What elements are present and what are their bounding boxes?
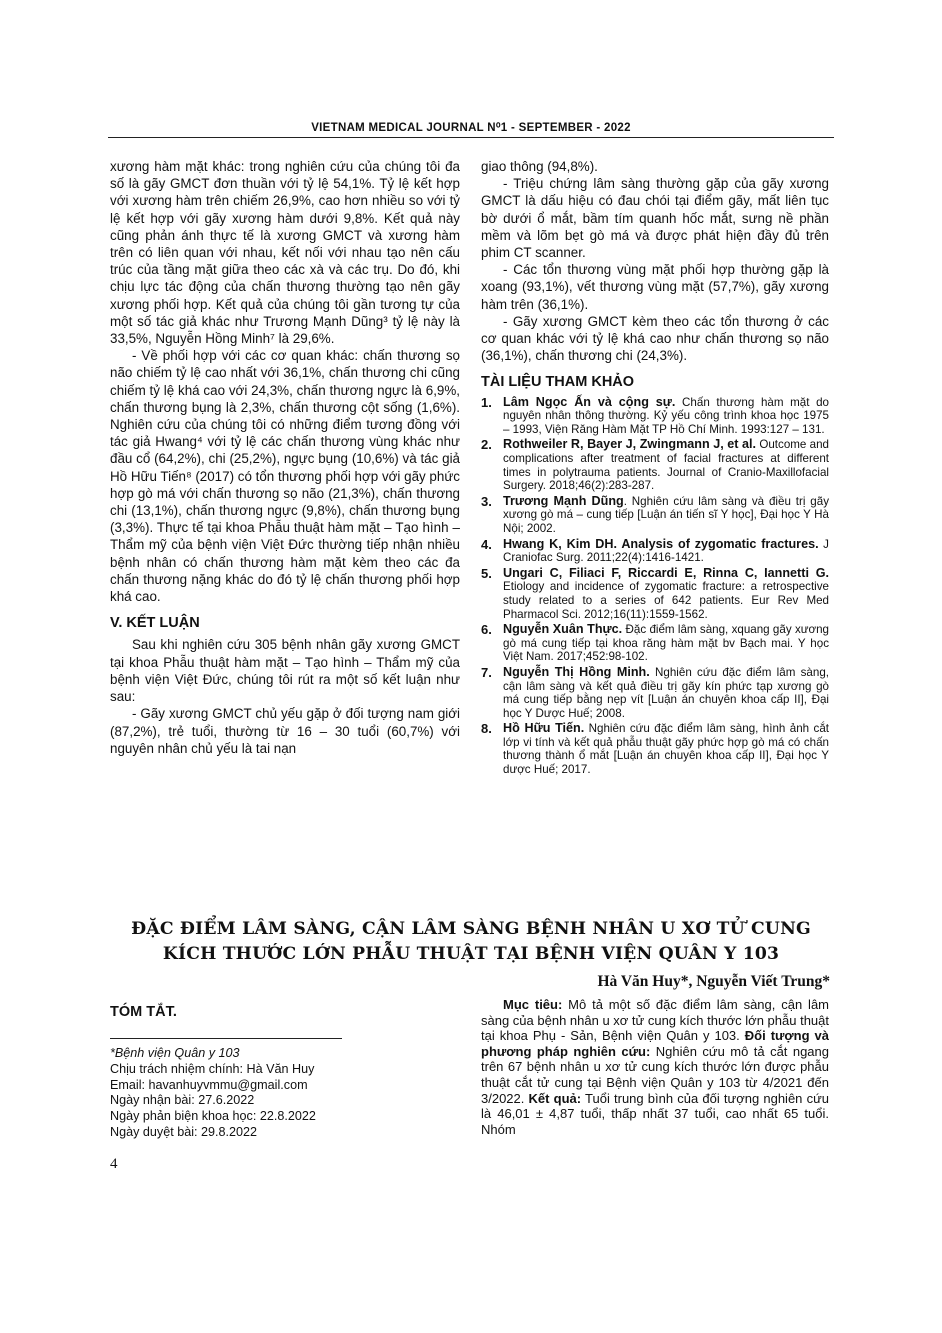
references-list — [481, 396, 829, 777]
reference-text: . Nghiên cứu lâm sàng và điều trị gãy xương gò má – cung tiếp [Luận án tiến sĩ Y học], Đại học Y Hà Nội; 2002. — [503, 494, 829, 535]
reference-item — [481, 567, 829, 621]
reference-item — [481, 623, 829, 664]
article-title-line: ĐẶC ĐIỂM LÂM SÀNG, CẬN LÂM SÀNG BỆNH NHÂN U XƠ TỬ CUNG — [131, 919, 811, 939]
reference-text: Chấn thương hàm mặt do nguyên nhân thông thường. Kỷ yếu công trình khoa học 1975 – 1993, Viện Răng Hàm Mặt TP Hồ Chí Minh. 1993:127 – 131. — [503, 395, 829, 436]
reference-authors: Trương Mạnh Dũng — [503, 493, 624, 508]
reference-authors: Nguyễn Xuân Thực. — [503, 622, 623, 637]
page-number: 4 — [110, 1156, 118, 1172]
reference-number: 3. — [481, 493, 492, 509]
reference-item — [481, 722, 829, 776]
abstract-text — [481, 997, 829, 1137]
references-heading: TÀI LIỆU THAM KHẢO — [481, 374, 635, 391]
footnote-line: Ngày duyệt bài: 29.8.2022 — [110, 1124, 258, 1139]
abstract-label: TÓM TẮT. — [110, 1004, 177, 1020]
paragraph: - Các tổn thương vùng mặt phối hợp thường gặp là xoang (93,1%), vết thương vùng mặt (57,7%), gãy xương hàm trên (36,1%). — [481, 262, 829, 312]
reference-item — [481, 495, 829, 536]
reference-number: 5. — [481, 565, 492, 581]
article-title-line: KÍCH THƯỚC LỚN PHẪU THUẬT TẠI BỆNH VIỆN QUÂN Y 103 — [162, 944, 780, 964]
reference-authors: Rothweiler R, Bayer J, Zwingmann J, et al. — [503, 437, 757, 452]
abstract-results-label: Kết quả: — [528, 1090, 582, 1106]
abstract-objective-label: Mục tiêu: — [503, 997, 563, 1012]
reference-authors: Nguyễn Thị Hồng Minh. — [503, 664, 650, 679]
paragraph: - Về phối hợp với các cơ quan khác: chấn thương sọ não chiếm tỷ lệ cao nhất với 36,1%, chấn thương chi cũng chiếm tỷ lệ khá cao với 24,3%, chấn thương ngực là 6,9%, chấn thương bụng là 2,3%, chấn thương cột sống (1,6%). Nghiên cứu của chúng tôi có những điểm tương đồng với tác giả Hwang⁴ với tỷ lệ các chấn thương vùng khác như đầu cổ (64,2%), chi (25,2%), ngực bụng (10,6%) và tác giả Hồ Hữu Tiến⁸ (2017) có tổn thương phối hợp với gãy phức hợp gò má với chấn thương sọ não (21,3%), chấn thương chi (13,1%), chấn thương ngực (9,8%), chấn thương bụng (3,3%). Thực tế tại khoa Phẫu thuật hàm mặt – Tạo hình – Thẩm mỹ của bệnh viện Việt Đức thường tiếp nhận nhiều bệnh nhân có chấn thương hàm mặt kèm theo các đa chấn thương nặng khác do đó tỷ lệ chấn thương phối hợp khá cao. — [110, 348, 460, 605]
article-title — [100, 917, 842, 967]
abstract-objective: Mô tả một số đặc điểm lâm sàng, cận lâm sàng của bệnh nhân u xơ tử cung kích thước lớn phẫu thuật tại khoa Phụ - Sản, Bệnh viện Quân y 103. — [481, 997, 829, 1044]
reference-text: Outcome and complications after treatment of facial fractures at different times in polytrauma patients. Journal of Cranio-Maxillofacial Surgery. 2018;46(2):283-287. — [503, 438, 830, 493]
paragraph: - Gãy xương GMCT chủ yếu gặp ở đối tượng nam giới (87,2%), trẻ tuổi, thường từ 16 – 30 tuổi (60,7%) với nguyên nhân chủ yếu là tai nạn — [110, 706, 460, 756]
reference-text: Đặc điểm lâm sàng, xquang gãy xương gò má cung tiếp tại khoa răng hàm mặt bv Bạch mai. Y học Việt Nam. 2017;452:98-102. — [503, 623, 830, 664]
header-rule — [108, 137, 834, 138]
footnote-line: Chịu trách nhiệm chính: Hà Văn Huy — [110, 1061, 315, 1076]
reference-item — [481, 438, 829, 492]
footnote-affiliation: *Bệnh viện Quân y 103 — [110, 1046, 240, 1060]
abstract-results: Tuổi trung bình của đối tượng nghiên cứu là 46,01 ± 4,87 tuổi, thấp nhất 37 tuổi, cao nhất 65 tuổi. Nhóm — [481, 1090, 829, 1137]
footnote-line: Ngày nhận bài: 27.6.2022 — [110, 1093, 255, 1108]
reference-authors: Hồ Hữu Tiến. — [503, 721, 585, 736]
paragraph: xương hàm mặt khác: trong nghiên cứu của chúng tôi đa số là gãy GMCT đơn thuần với tỷ lệ 54,1%. Tỷ lệ kết hợp với xương hàm trên chiếm 26,9%, cao hơn nhiều so với tỷ lệ kết hợp với gãy xương hàm dưới 9,8%. Kết quả này cũng phản ánh thực tế là xương GMCT và xương hàm trên có liên quan với nhau, kết nối với nhau tạo nên cấu trúc của tầng mặt giữa theo các xà và các trụ. Do đó, khi chịu lực tác động của chấn thương thường tạo nên gãy xương phối hợp. Kết quả của chúng tôi gần tương tự của một số tác giả khác như Trương Mạnh Dũng³ tỷ lệ này là 33,5%, Nguyễn Hồng Minh⁷ là 29,6%. — [110, 159, 460, 347]
reference-item — [481, 666, 829, 720]
right-column — [481, 158, 829, 779]
reference-number: 2. — [481, 437, 492, 453]
journal-header: VIETNAM MEDICAL JOURNAL N⁰1 - SEPTEMBER - 2022 — [311, 122, 631, 134]
reference-authors: Hwang K, Kim DH. Analysis of zygomatic fractures. — [503, 536, 819, 551]
reference-authors: Lâm Ngọc Ấn và cộng sự. — [503, 394, 676, 409]
section-heading: V. KẾT LUẬN — [110, 615, 200, 632]
footnote-line: Ngày phản biện khoa học: 22.8.2022 — [110, 1109, 316, 1124]
reference-text: Nghiên cứu đặc điểm lâm sàng, hình ảnh cắt lớp vi tính và kết quả phẫu thuật gãy phức hợp gò má có chấn thương thành ổ mắt [Luận án chuyên khoa cấp II], Đại học Y dược Huế; 2017. — [503, 722, 829, 777]
reference-number: 6. — [481, 622, 492, 638]
reference-number: 4. — [481, 536, 492, 552]
reference-text: Nghiên cứu đặc điểm lâm sàng, cận lâm sàng và kết quả điều trị gãy kín phức tạp xương gò má cung tiếp bằng nẹp vít [Luận án chuyên khoa cấp II], Đại học Y Dược Huế; 2008. — [503, 665, 829, 720]
reference-number: 1. — [481, 394, 492, 410]
abstract-methods: Nghiên cứu mô tả cắt ngang trên 67 bệnh nhân u xơ tử cung kích thước lớn được phẫu thuật cắt tử cung tại Bệnh viện Quân y 103 từ 4/2021 đến 3/2022. — [481, 1043, 829, 1106]
footnotes — [110, 1046, 410, 1141]
reference-text: Etiology and incidence of zygomatic fracture: a retrospective study related to a series of 642 patients. Eur Rev Med Pharmacol Sci. 2012;16(11):1559-1562. — [503, 580, 829, 621]
reference-item — [481, 538, 829, 565]
reference-authors: Ungari C, Filiaci F, Riccardi E, Rinna C, Iannetti G. — [503, 565, 829, 580]
reference-item — [481, 396, 829, 437]
paragraph: - Triệu chứng lâm sàng thường gặp của gãy xương GMCT là dấu hiệu có đau chói tại điểm gãy, mất liên tục bờ dưới ổ mắt, bầm tím quanh hốc mắt, sưng nề phần mềm và lõm bẹt gò má và được phát hiện đầy đủ trên phim CT scanner. — [481, 176, 829, 261]
paragraph: - Gãy xương GMCT kèm theo các tổn thương ở các cơ quan khác với tỷ lệ khá cao như chấn thương sọ não (36,1%), chấn thương chi (24,3%). — [481, 313, 829, 364]
footnote-rule — [110, 1038, 342, 1039]
abstract-methods-label: Đối tượng và phương pháp nghiên cứu: — [481, 1028, 829, 1059]
footnote-email: Email: havanhuyvmmu@gmail.com — [110, 1077, 308, 1092]
paragraph: giao thông (94,8%). — [481, 159, 598, 174]
paragraph: Sau khi nghiên cứu 305 bệnh nhân gãy xương GMCT tại khoa Phẫu thuật hàm mặt – Tạo hình – Thẩm mỹ của bệnh viện Việt Đức, chúng tôi rút ra một số kết luận như sau: — [110, 637, 460, 705]
reference-number: 7. — [481, 664, 492, 680]
reference-text: J Craniofac Surg. 2011;22(4):1416-1421. — [503, 537, 829, 565]
article-authors: Hà Văn Huy*, Nguyễn Viết Trung* — [597, 973, 830, 990]
left-column — [110, 158, 460, 757]
reference-number: 8. — [481, 721, 492, 737]
